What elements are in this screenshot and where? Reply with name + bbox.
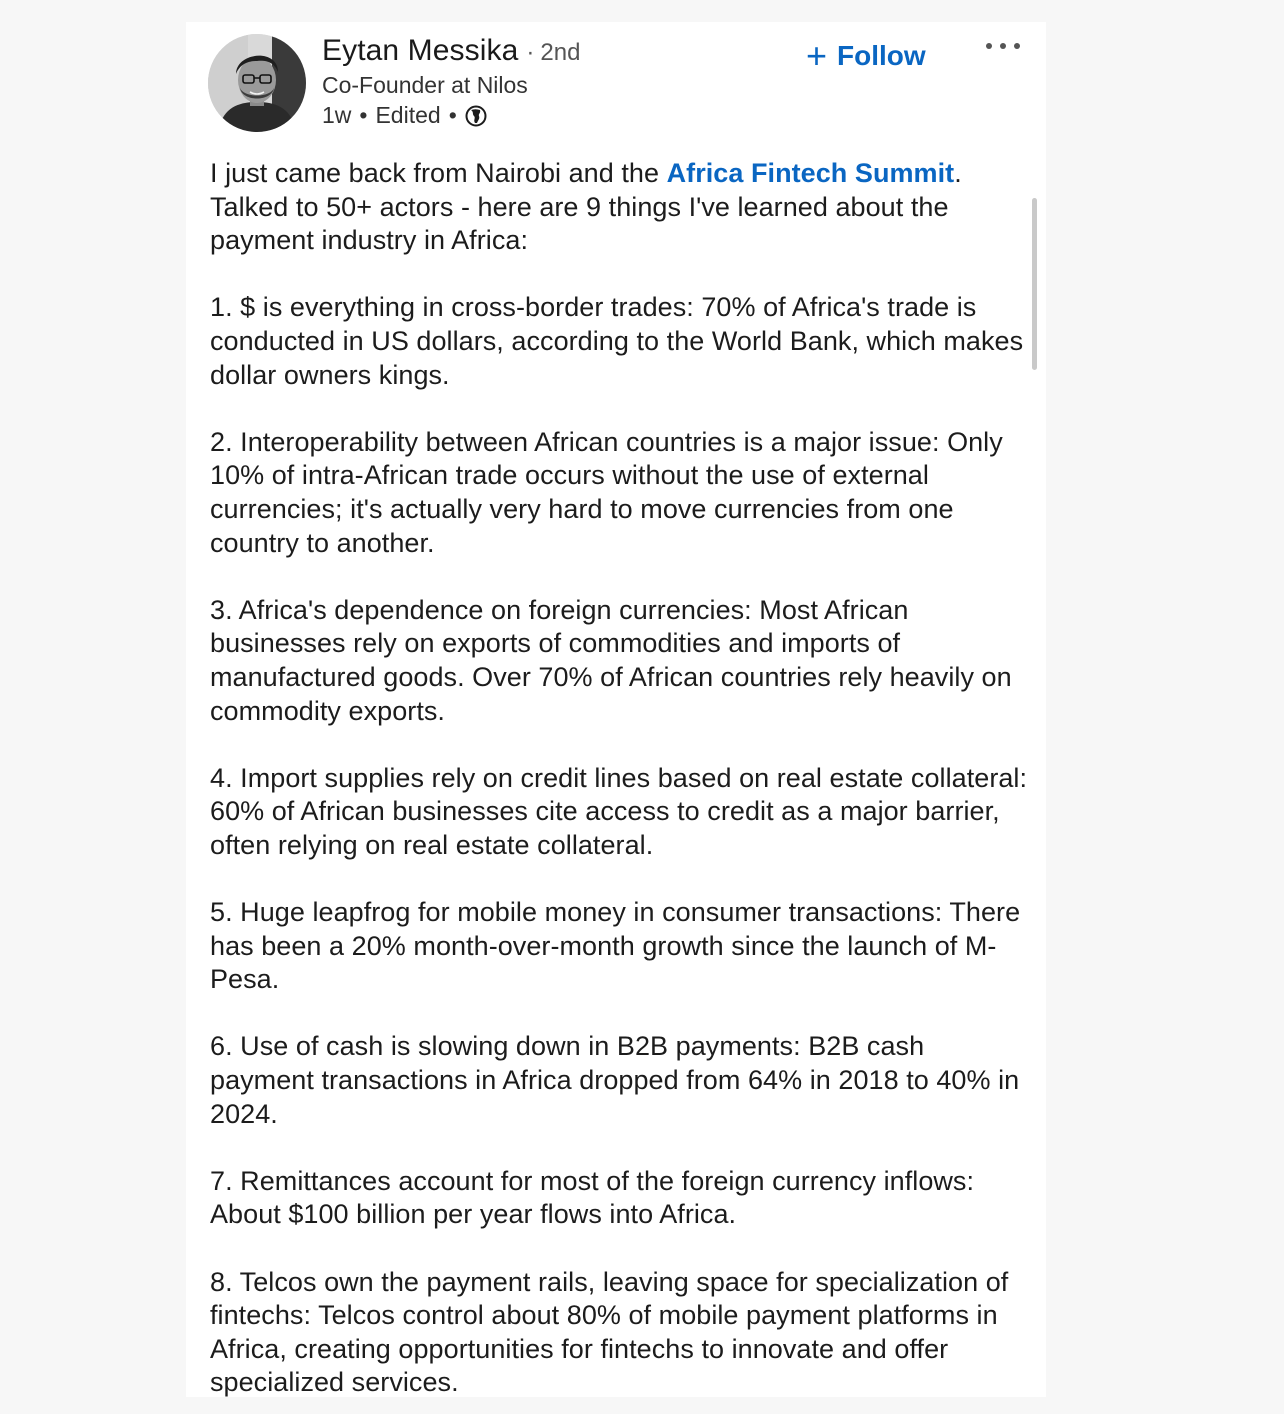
list-item: 7. Remittances account for most of the foreign currency inflows: About $100 billion per year flows into Africa. (210, 1165, 975, 1230)
avatar-photo (208, 34, 306, 132)
plus-icon: + (806, 35, 828, 76)
post-time: 1w (322, 102, 352, 128)
post-text (210, 157, 1030, 1397)
meta-separator: • (448, 102, 457, 128)
globe-icon (465, 104, 487, 126)
more-options-button[interactable] (986, 36, 1020, 56)
list-item: 8. Telcos own the payment rails, leaving space for specialization of fintechs: Telcos control about 80% of mobile payment platforms in Africa, creating opportunities for fintechs to innovate and offer specialized services. (210, 1266, 1009, 1397)
author-avatar[interactable] (208, 34, 306, 132)
list-item: 4. Import supplies rely on credit lines based on real estate collateral: 60% of African businesses cite access to credit as a major barrier, often relying on real estate collateral. (210, 762, 1028, 860)
connection-degree: 2nd (540, 39, 581, 66)
degree-separator: · (526, 39, 535, 66)
post-meta (322, 100, 580, 130)
author-headline: Co-Founder at Nilos (322, 72, 528, 98)
post-card (186, 22, 1046, 1397)
intro-text-continued: . Talked to 50+ actors - here are 9 things I've learned about the payment industry in Africa: (210, 158, 962, 256)
list-item: 3. Africa's dependence on foreign currencies: Most African businesses rely on exports of commodities and imports of manufactured goods. Over 70% of African countries rely heavily on commodity exports. (210, 594, 1012, 726)
follow-button[interactable] (806, 35, 926, 76)
author-name-row (322, 34, 580, 68)
follow-label: Follow (837, 40, 926, 71)
scrollbar[interactable] (1032, 198, 1037, 370)
list-item: 5. Huge leapfrog for mobile money in consumer transactions: There has been a 20% month-over-month growth since the launch of M-Pesa. (210, 897, 1021, 995)
list-item: 6. Use of cash is slowing down in B2B payments: B2B cash payment transactions in Africa dropped from 64% in 2018 to 40% in 2024. (210, 1031, 1020, 1129)
meta-separator: • (359, 102, 368, 128)
list-item: 1. $ is everything in cross-border trades: 70% of Africa's trade is conducted in US dollars, according to the World Bank, which makes dollar owners kings. (210, 292, 1024, 390)
list-item: 2. Interoperability between African countries is a major issue: Only 10% of intra-African trade occurs without the use of external currencies; it's actually very hard to move currencies from one country to another. (210, 426, 1003, 558)
intro-text: I just came back from Nairobi and the (210, 158, 667, 188)
author-info (322, 34, 580, 130)
author-name[interactable]: Eytan Messika (322, 34, 519, 67)
more-horizontal-icon (986, 43, 992, 49)
africa-fintech-summit-link[interactable]: Africa Fintech Summit (666, 158, 955, 188)
post-intro (210, 157, 1030, 258)
edited-label: Edited (375, 102, 441, 128)
more-horizontal-icon (1014, 43, 1020, 49)
more-horizontal-icon (1000, 43, 1006, 49)
